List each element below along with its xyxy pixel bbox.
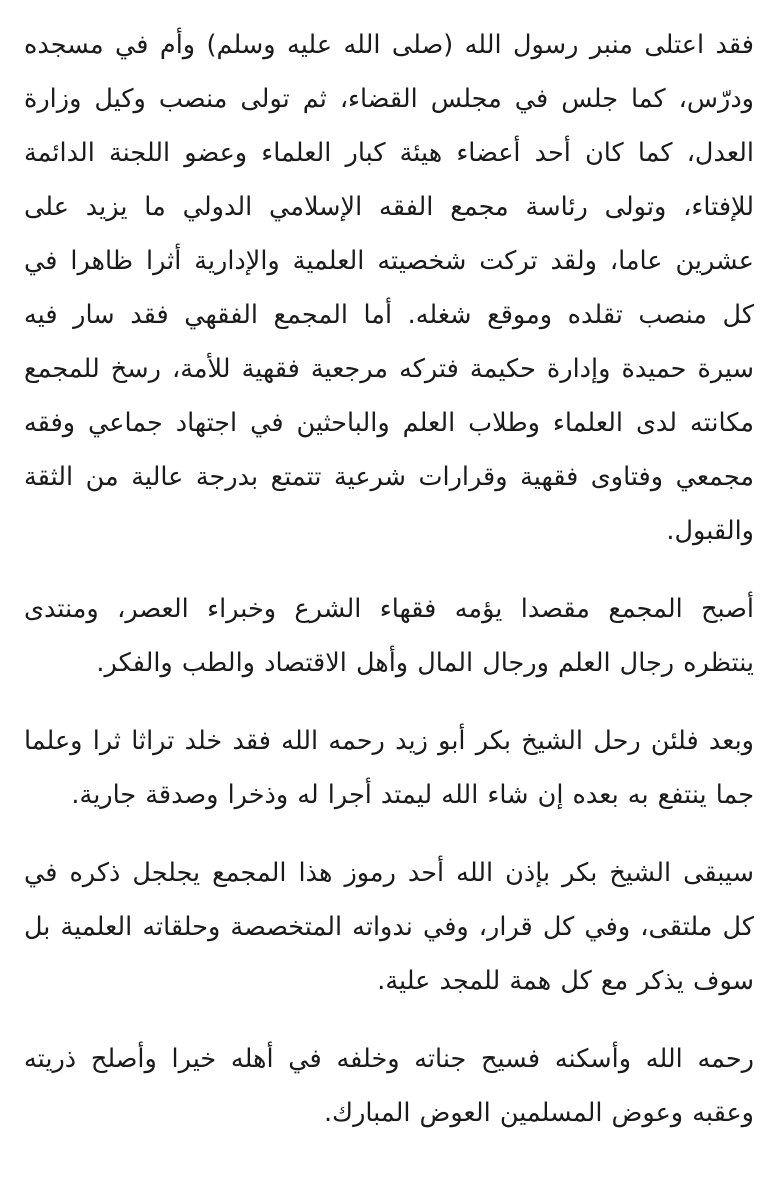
- paragraph-legacy: وبعد فلئن رحل الشيخ بكر أبو زيد رحمه الله فقد خلد تراثا ثرا وعلما جما ينتفع به بعده إن شاء الله ليمتد أجرا له وذخرا وصدقة جارية.: [24, 726, 754, 810]
- paragraph-prayer: رحمه الله وأسكنه فسيح جناته وخلفه في أهله خيرا وأصلح ذريته وعقبه وعوض المسلمين العوض المبارك.: [24, 1044, 754, 1128]
- paragraph-career: فقد اعتلى منبر رسول الله (صلى الله عليه وسلم) وأم في مسجده ودرّس، كما جلس في مجلس القضاء، ثم تولى منصب وكيل وزارة العدل، كما كان أحد أعضاء هيئة كبار العلماء وعضو اللجنة الدائمة للإفتاء، وتولى رئاسة مجمع الفقه الإسلامي الدولي ما يزيد على عشرين عاما، ولقد تركت شخصيته العلمية والإدارية أثرا ظاهرا في كل منصب تقلده وموقع شغله. أما المجمع الفقهي فقد سار فيه سيرة حميدة وإدارة حكيمة فتركه مرجعية فقهية للأمة، رسخ للمجمع مكانته لدى العلماء وطلاب العلم والباحثين في اجتهاد جماعي وفقه مجمعي وفتاوى فقهية وقرارات شرعية تتمتع بدرجة عالية من الثقة والقبول.: [24, 30, 754, 546]
- paragraph-remembrance: سيبقى الشيخ بكر بإذن الله أحد رموز هذا المجمع يجلجل ذكره في كل ملتقى، وفي كل قرار، وفي ندواته المتخصصة وحلقاته العلمية بل سوف يذكر مع كل همة للمجد علية.: [24, 858, 754, 996]
- paragraph-academy-destination: أصبح المجمع مقصدا يؤمه فقهاء الشرع وخبراء العصر، ومنتدى ينتظره رجال العلم ورجال المال وأهل الاقتصاد والطب والفكر.: [24, 594, 754, 678]
